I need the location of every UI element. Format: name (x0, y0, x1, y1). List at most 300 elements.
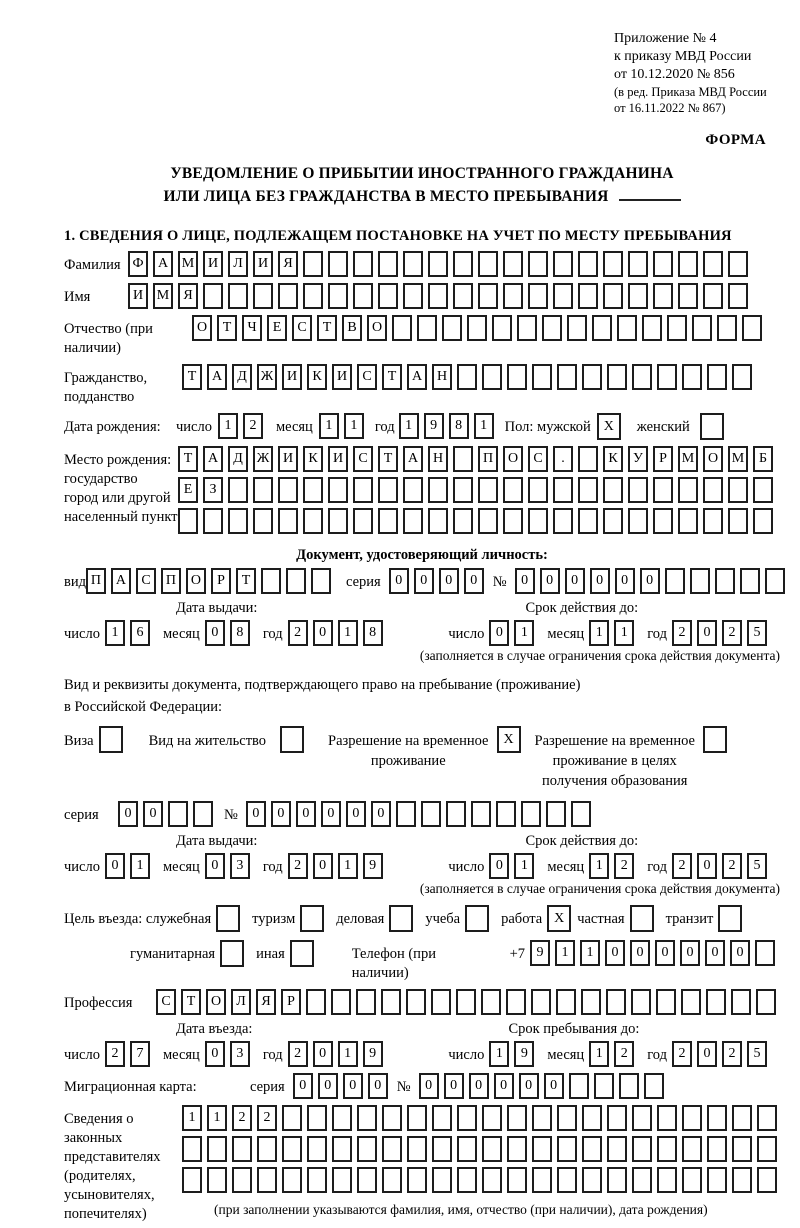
char-box[interactable]: 1 (399, 413, 419, 439)
char-box[interactable] (378, 251, 398, 277)
char-box[interactable] (428, 508, 448, 534)
char-box[interactable]: 0 (105, 853, 125, 879)
char-box[interactable]: Р (281, 989, 301, 1015)
char-box[interactable]: И (128, 283, 148, 309)
char-box[interactable] (740, 568, 760, 594)
char-box[interactable] (282, 1136, 302, 1162)
char-box[interactable]: В (342, 315, 362, 341)
char-box[interactable] (503, 477, 523, 503)
char-box[interactable]: 2 (105, 1041, 125, 1067)
char-box[interactable]: 1 (338, 620, 358, 646)
char-box[interactable]: 0 (371, 801, 391, 827)
char-box[interactable] (357, 1105, 377, 1131)
char-box[interactable] (328, 477, 348, 503)
char-box[interactable]: Т (178, 446, 198, 472)
char-box[interactable]: 6 (130, 620, 150, 646)
purpose-sluzhebnaya-checkbox[interactable] (216, 905, 240, 932)
char-box[interactable] (203, 283, 223, 309)
char-box[interactable] (328, 508, 348, 534)
char-box[interactable] (703, 477, 723, 503)
char-box[interactable] (182, 1136, 202, 1162)
char-box[interactable] (328, 251, 348, 277)
char-box[interactable] (528, 251, 548, 277)
char-box[interactable] (453, 283, 473, 309)
char-box[interactable] (453, 508, 473, 534)
char-box[interactable] (378, 508, 398, 534)
char-box[interactable]: 0 (697, 1041, 717, 1067)
char-box[interactable] (632, 1105, 652, 1131)
char-box[interactable] (482, 1167, 502, 1193)
char-box[interactable] (581, 989, 601, 1015)
char-box[interactable] (728, 283, 748, 309)
char-box[interactable]: 2 (288, 853, 308, 879)
char-box[interactable]: 1 (589, 620, 609, 646)
char-box[interactable] (521, 801, 541, 827)
char-box[interactable] (553, 283, 573, 309)
char-box[interactable] (503, 508, 523, 534)
char-box[interactable]: А (207, 364, 227, 390)
char-box[interactable] (478, 477, 498, 503)
char-box[interactable]: А (203, 446, 223, 472)
char-box[interactable]: Ч (242, 315, 262, 341)
char-box[interactable] (619, 1073, 639, 1099)
char-box[interactable] (681, 989, 701, 1015)
char-box[interactable] (332, 1167, 352, 1193)
purpose-rabota-checkbox[interactable]: X (547, 905, 571, 932)
char-box[interactable]: Р (653, 446, 673, 472)
char-box[interactable]: 0 (313, 1041, 333, 1067)
char-box[interactable]: 0 (143, 801, 163, 827)
male-checkbox[interactable]: X (597, 413, 621, 440)
char-box[interactable]: 0 (615, 568, 635, 594)
char-box[interactable]: Л (231, 989, 251, 1015)
char-box[interactable]: 9 (363, 853, 383, 879)
char-box[interactable]: 8 (449, 413, 469, 439)
char-box[interactable]: Ж (253, 446, 273, 472)
char-box[interactable]: 1 (218, 413, 238, 439)
char-box[interactable] (442, 315, 462, 341)
char-box[interactable]: 9 (424, 413, 444, 439)
char-box[interactable]: 0 (515, 568, 535, 594)
char-box[interactable] (357, 1167, 377, 1193)
char-box[interactable]: 1 (319, 413, 339, 439)
char-box[interactable]: 2 (672, 853, 692, 879)
char-box[interactable]: 0 (590, 568, 610, 594)
char-box[interactable]: 0 (444, 1073, 464, 1099)
char-box[interactable]: О (192, 315, 212, 341)
char-box[interactable] (478, 251, 498, 277)
char-box[interactable]: З (203, 477, 223, 503)
char-box[interactable]: М (153, 283, 173, 309)
char-box[interactable]: 0 (205, 853, 225, 879)
char-box[interactable] (407, 1105, 427, 1131)
char-box[interactable]: О (186, 568, 206, 594)
char-box[interactable]: 2 (257, 1105, 277, 1131)
char-box[interactable] (707, 1105, 727, 1131)
char-box[interactable]: Н (428, 446, 448, 472)
char-box[interactable]: 0 (321, 801, 341, 827)
char-box[interactable] (607, 364, 627, 390)
char-box[interactable]: И (328, 446, 348, 472)
char-box[interactable] (732, 1136, 752, 1162)
char-box[interactable] (528, 283, 548, 309)
residence-permit-checkbox[interactable] (280, 726, 304, 753)
char-box[interactable]: И (253, 251, 273, 277)
char-box[interactable] (453, 446, 473, 472)
char-box[interactable]: А (153, 251, 173, 277)
char-box[interactable] (632, 364, 652, 390)
char-box[interactable] (732, 364, 752, 390)
char-box[interactable] (193, 801, 213, 827)
char-box[interactable]: 0 (318, 1073, 338, 1099)
char-box[interactable] (653, 508, 673, 534)
char-box[interactable] (403, 477, 423, 503)
char-box[interactable] (503, 283, 523, 309)
char-box[interactable] (482, 1136, 502, 1162)
char-box[interactable] (528, 508, 548, 534)
char-box[interactable]: П (86, 568, 106, 594)
char-box[interactable]: 1 (489, 1041, 509, 1067)
char-box[interactable] (228, 508, 248, 534)
char-box[interactable]: С (357, 364, 377, 390)
char-box[interactable]: 0 (343, 1073, 363, 1099)
char-box[interactable] (678, 251, 698, 277)
char-box[interactable] (757, 1105, 777, 1131)
char-box[interactable] (507, 1136, 527, 1162)
char-box[interactable]: С (292, 315, 312, 341)
char-box[interactable] (728, 251, 748, 277)
char-box[interactable] (253, 283, 273, 309)
char-box[interactable] (553, 508, 573, 534)
char-box[interactable]: Т (378, 446, 398, 472)
char-box[interactable] (557, 1167, 577, 1193)
char-box[interactable] (478, 283, 498, 309)
purpose-chastnaya-checkbox[interactable] (630, 905, 654, 932)
char-box[interactable]: 1 (614, 620, 634, 646)
char-box[interactable] (232, 1136, 252, 1162)
char-box[interactable]: А (111, 568, 131, 594)
char-box[interactable] (482, 364, 502, 390)
char-box[interactable]: 0 (439, 568, 459, 594)
char-box[interactable]: 0 (680, 940, 700, 966)
char-box[interactable] (471, 801, 491, 827)
char-box[interactable] (582, 1105, 602, 1131)
char-box[interactable] (756, 989, 776, 1015)
char-box[interactable]: А (407, 364, 427, 390)
char-box[interactable]: 2 (672, 620, 692, 646)
char-box[interactable]: 2 (614, 853, 634, 879)
char-box[interactable]: И (203, 251, 223, 277)
char-box[interactable]: 2 (288, 620, 308, 646)
char-box[interactable] (353, 251, 373, 277)
char-box[interactable]: 0 (419, 1073, 439, 1099)
char-box[interactable] (378, 477, 398, 503)
char-box[interactable] (742, 315, 762, 341)
char-box[interactable] (432, 1167, 452, 1193)
char-box[interactable] (731, 989, 751, 1015)
char-box[interactable] (678, 283, 698, 309)
char-box[interactable] (707, 364, 727, 390)
char-box[interactable]: 2 (243, 413, 263, 439)
char-box[interactable] (692, 315, 712, 341)
char-box[interactable] (644, 1073, 664, 1099)
char-box[interactable] (417, 315, 437, 341)
char-box[interactable] (232, 1167, 252, 1193)
char-box[interactable] (578, 283, 598, 309)
char-box[interactable] (532, 1105, 552, 1131)
char-box[interactable] (403, 251, 423, 277)
char-box[interactable] (457, 1105, 477, 1131)
char-box[interactable]: 1 (105, 620, 125, 646)
char-box[interactable]: 8 (230, 620, 250, 646)
char-box[interactable]: А (403, 446, 423, 472)
char-box[interactable]: 9 (514, 1041, 534, 1067)
char-box[interactable] (432, 1105, 452, 1131)
char-box[interactable] (357, 1136, 377, 1162)
visa-checkbox[interactable] (99, 726, 123, 753)
char-box[interactable] (207, 1167, 227, 1193)
char-box[interactable] (557, 364, 577, 390)
char-box[interactable] (482, 1105, 502, 1131)
char-box[interactable] (407, 1136, 427, 1162)
char-box[interactable]: Р (211, 568, 231, 594)
char-box[interactable] (282, 1167, 302, 1193)
char-box[interactable] (353, 283, 373, 309)
char-box[interactable] (428, 477, 448, 503)
char-box[interactable] (517, 315, 537, 341)
char-box[interactable] (682, 1105, 702, 1131)
char-box[interactable] (753, 508, 773, 534)
char-box[interactable]: Т (382, 364, 402, 390)
char-box[interactable] (567, 315, 587, 341)
char-box[interactable]: М (728, 446, 748, 472)
char-box[interactable] (765, 568, 785, 594)
char-box[interactable] (582, 1167, 602, 1193)
char-box[interactable]: 0 (313, 853, 333, 879)
char-box[interactable] (261, 568, 281, 594)
char-box[interactable]: С (156, 989, 176, 1015)
char-box[interactable] (531, 989, 551, 1015)
char-box[interactable]: 1 (589, 853, 609, 879)
char-box[interactable] (603, 508, 623, 534)
char-box[interactable] (642, 315, 662, 341)
char-box[interactable] (607, 1105, 627, 1131)
char-box[interactable]: 0 (296, 801, 316, 827)
char-box[interactable] (168, 801, 188, 827)
purpose-tranzit-checkbox[interactable] (718, 905, 742, 932)
char-box[interactable]: 0 (519, 1073, 539, 1099)
char-box[interactable] (478, 508, 498, 534)
char-box[interactable]: 8 (363, 620, 383, 646)
char-box[interactable]: 0 (293, 1073, 313, 1099)
char-box[interactable] (182, 1167, 202, 1193)
char-box[interactable]: Я (178, 283, 198, 309)
char-box[interactable] (607, 1136, 627, 1162)
char-box[interactable] (717, 315, 737, 341)
char-box[interactable]: 0 (697, 853, 717, 879)
char-box[interactable] (571, 801, 591, 827)
char-box[interactable] (178, 508, 198, 534)
char-box[interactable] (303, 283, 323, 309)
char-box[interactable] (682, 364, 702, 390)
char-box[interactable] (542, 315, 562, 341)
purpose-delovaya-checkbox[interactable] (389, 905, 413, 932)
char-box[interactable] (657, 1105, 677, 1131)
char-box[interactable]: 0 (313, 620, 333, 646)
char-box[interactable] (407, 1167, 427, 1193)
char-box[interactable]: О (367, 315, 387, 341)
char-box[interactable]: 2 (722, 853, 742, 879)
char-box[interactable] (532, 364, 552, 390)
char-box[interactable] (453, 477, 473, 503)
char-box[interactable] (382, 1105, 402, 1131)
char-box[interactable] (378, 283, 398, 309)
char-box[interactable] (253, 508, 273, 534)
char-box[interactable] (592, 315, 612, 341)
char-box[interactable]: Т (317, 315, 337, 341)
purpose-gumanitarnaya-checkbox[interactable] (220, 940, 244, 967)
char-box[interactable] (492, 315, 512, 341)
char-box[interactable] (203, 508, 223, 534)
char-box[interactable] (578, 477, 598, 503)
char-box[interactable] (569, 1073, 589, 1099)
char-box[interactable]: Ж (257, 364, 277, 390)
char-box[interactable] (392, 315, 412, 341)
char-box[interactable] (311, 568, 331, 594)
char-box[interactable] (667, 315, 687, 341)
char-box[interactable]: Е (178, 477, 198, 503)
char-box[interactable]: 2 (614, 1041, 634, 1067)
char-box[interactable] (682, 1167, 702, 1193)
char-box[interactable] (603, 283, 623, 309)
char-box[interactable] (757, 1167, 777, 1193)
char-box[interactable]: И (282, 364, 302, 390)
purpose-turizm-checkbox[interactable] (300, 905, 324, 932)
char-box[interactable]: О (206, 989, 226, 1015)
char-box[interactable]: 1 (182, 1105, 202, 1131)
temp-residence-education-checkbox[interactable] (703, 726, 727, 753)
char-box[interactable] (628, 477, 648, 503)
char-box[interactable]: Е (267, 315, 287, 341)
char-box[interactable]: 0 (540, 568, 560, 594)
char-box[interactable] (278, 477, 298, 503)
char-box[interactable]: К (307, 364, 327, 390)
char-box[interactable] (303, 477, 323, 503)
char-box[interactable]: 0 (489, 853, 509, 879)
char-box[interactable] (303, 251, 323, 277)
char-box[interactable]: С (353, 446, 373, 472)
char-box[interactable] (456, 989, 476, 1015)
char-box[interactable] (703, 508, 723, 534)
char-box[interactable]: 2 (288, 1041, 308, 1067)
char-box[interactable]: 3 (230, 1041, 250, 1067)
char-box[interactable]: 0 (489, 620, 509, 646)
char-box[interactable] (607, 1167, 627, 1193)
char-box[interactable] (553, 477, 573, 503)
char-box[interactable]: 1 (514, 853, 534, 879)
char-box[interactable]: 2 (672, 1041, 692, 1067)
char-box[interactable]: 0 (640, 568, 660, 594)
char-box[interactable]: 0 (205, 1041, 225, 1067)
char-box[interactable] (582, 1136, 602, 1162)
char-box[interactable] (603, 477, 623, 503)
char-box[interactable]: 0 (565, 568, 585, 594)
char-box[interactable]: П (478, 446, 498, 472)
char-box[interactable] (332, 1105, 352, 1131)
char-box[interactable] (632, 1136, 652, 1162)
char-box[interactable]: Б (753, 446, 773, 472)
char-box[interactable] (657, 364, 677, 390)
char-box[interactable] (421, 801, 441, 827)
char-box[interactable]: 0 (414, 568, 434, 594)
char-box[interactable] (278, 283, 298, 309)
char-box[interactable] (757, 1136, 777, 1162)
char-box[interactable]: 0 (630, 940, 650, 966)
char-box[interactable]: 5 (747, 1041, 767, 1067)
char-box[interactable]: 1 (580, 940, 600, 966)
char-box[interactable]: 3 (230, 853, 250, 879)
char-box[interactable] (503, 251, 523, 277)
char-box[interactable] (678, 477, 698, 503)
char-box[interactable] (432, 1136, 452, 1162)
char-box[interactable] (706, 989, 726, 1015)
char-box[interactable] (303, 508, 323, 534)
char-box[interactable]: 0 (469, 1073, 489, 1099)
char-box[interactable] (631, 989, 651, 1015)
char-box[interactable] (307, 1136, 327, 1162)
char-box[interactable] (457, 364, 477, 390)
char-box[interactable] (578, 251, 598, 277)
char-box[interactable] (532, 1167, 552, 1193)
char-box[interactable]: 0 (544, 1073, 564, 1099)
char-box[interactable]: 9 (530, 940, 550, 966)
char-box[interactable] (307, 1105, 327, 1131)
char-box[interactable]: 1 (474, 413, 494, 439)
char-box[interactable]: . (553, 446, 573, 472)
char-box[interactable] (656, 989, 676, 1015)
char-box[interactable] (382, 1167, 402, 1193)
char-box[interactable] (653, 477, 673, 503)
char-box[interactable]: 1 (207, 1105, 227, 1131)
char-box[interactable]: Н (432, 364, 452, 390)
char-box[interactable] (328, 283, 348, 309)
char-box[interactable]: Т (236, 568, 256, 594)
char-box[interactable] (557, 1105, 577, 1131)
char-box[interactable] (606, 989, 626, 1015)
char-box[interactable]: Д (232, 364, 252, 390)
char-box[interactable]: И (278, 446, 298, 472)
char-box[interactable] (728, 477, 748, 503)
char-box[interactable] (728, 508, 748, 534)
char-box[interactable] (532, 1136, 552, 1162)
char-box[interactable]: 1 (338, 1041, 358, 1067)
char-box[interactable] (278, 508, 298, 534)
char-box[interactable] (653, 283, 673, 309)
char-box[interactable] (703, 283, 723, 309)
char-box[interactable]: С (528, 446, 548, 472)
char-box[interactable] (228, 477, 248, 503)
char-box[interactable]: О (703, 446, 723, 472)
char-box[interactable]: 5 (747, 853, 767, 879)
char-box[interactable]: 5 (747, 620, 767, 646)
char-box[interactable]: 1 (555, 940, 575, 966)
char-box[interactable] (496, 801, 516, 827)
char-box[interactable] (431, 989, 451, 1015)
char-box[interactable]: 0 (205, 620, 225, 646)
char-box[interactable]: 2 (722, 1041, 742, 1067)
char-box[interactable] (253, 477, 273, 503)
char-box[interactable]: С (136, 568, 156, 594)
